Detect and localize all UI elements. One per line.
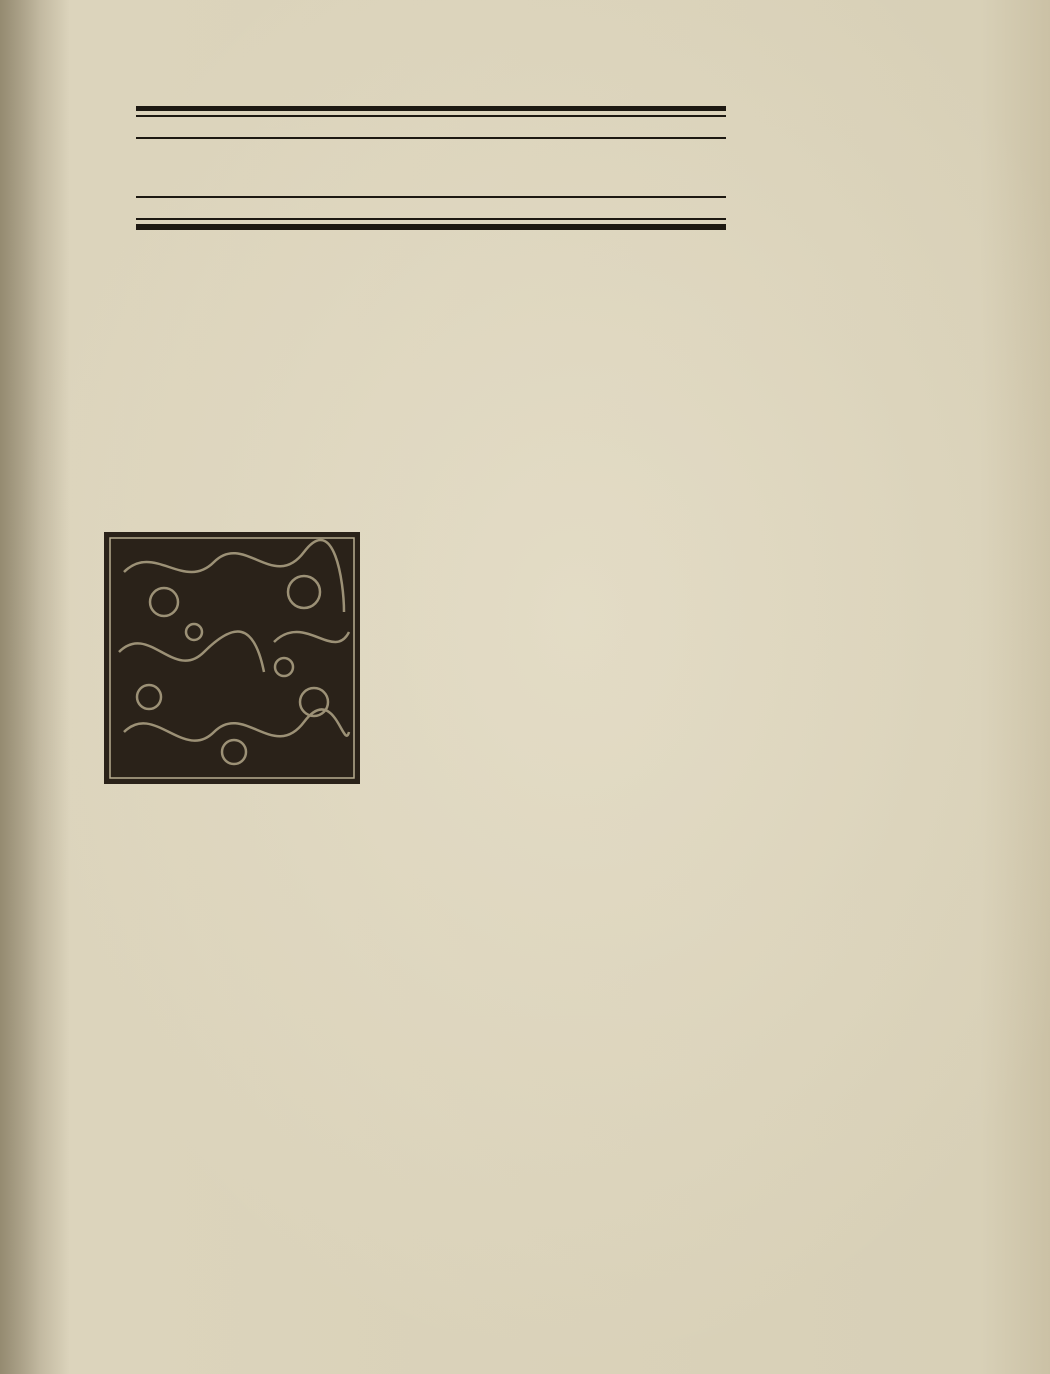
dropcap-initial	[104, 532, 360, 784]
gutter-shadow	[0, 0, 70, 1374]
headpiece-ornament	[136, 104, 726, 234]
